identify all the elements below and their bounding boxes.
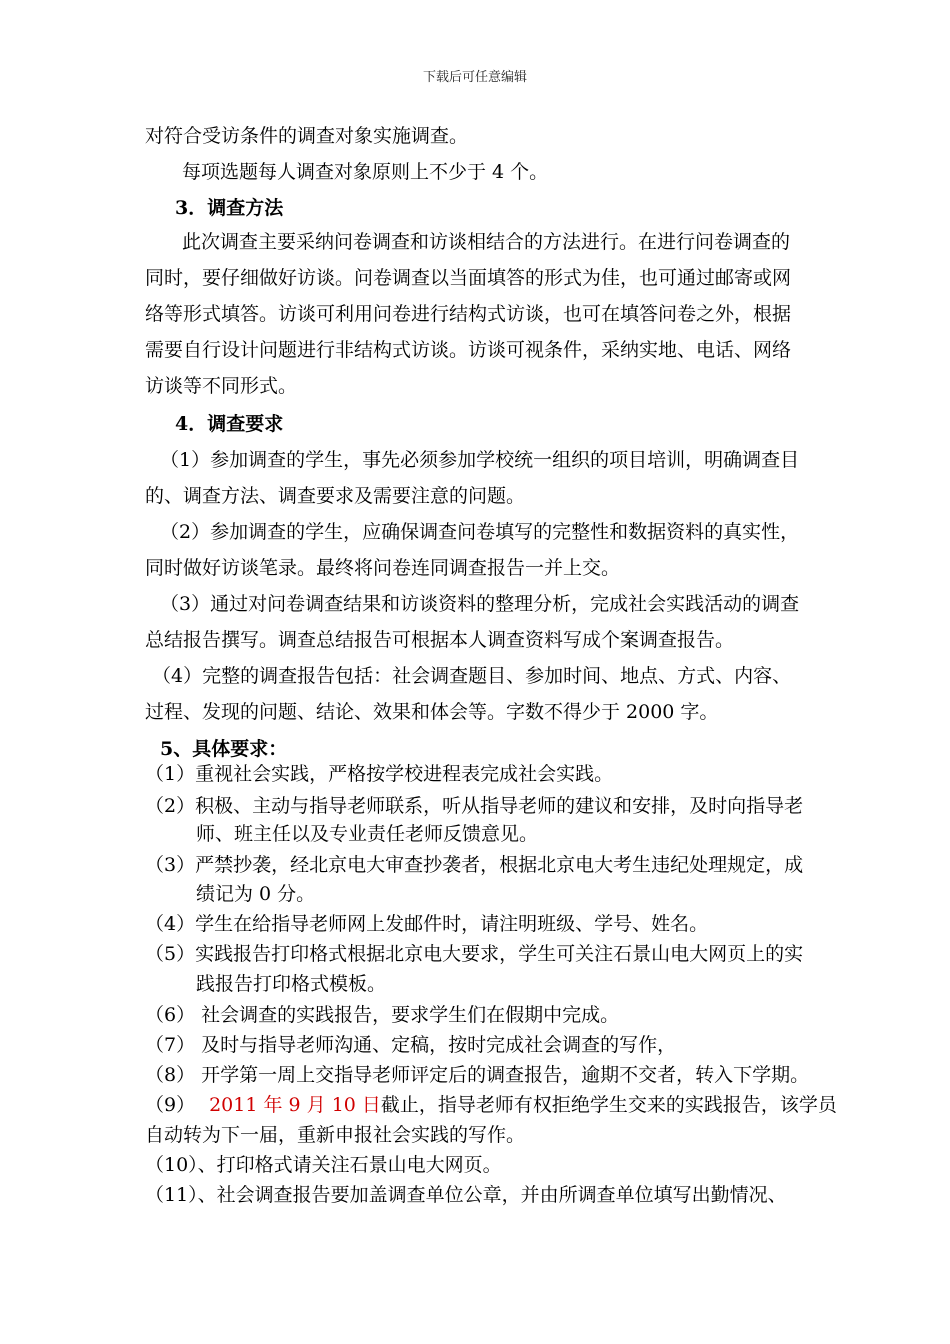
- page-header: 下载后可任意编辑: [422, 70, 527, 85]
- list-item: （8） 开学第一周上交指导老师评定后的调查报告，逾期不交者，转入下学期。: [145, 1064, 810, 1086]
- body-line: 过程、发现的问题、结论、效果和体会等。字数不得少于 2000 字。: [145, 701, 719, 723]
- section-heading-3: 3．调查方法: [175, 197, 284, 219]
- list-text: 截止，指导老师有权拒绝学生交来的实践报告，该学员: [380, 1094, 837, 1116]
- list-item: （3）严禁抄袭，经北京电大审查抄袭者，根据北京电大考生违纪处理规定，成: [145, 854, 804, 876]
- section-heading-5: 5、具体要求：: [160, 738, 288, 760]
- body-line: 访谈等不同形式。: [145, 375, 298, 397]
- list-number: （9）: [145, 1094, 196, 1116]
- list-item-continuation: 师、班主任以及专业责任老师反馈意见。: [196, 823, 539, 845]
- list-item-continuation: 践报告打印格式模板。: [196, 973, 387, 995]
- body-line: 对符合受访条件的调查对象实施调查。: [145, 125, 469, 147]
- list-item: （11）、社会调查报告要加盖调查单位公章，并由所调查单位填写出勤情况、: [145, 1184, 787, 1206]
- body-line: 每项选题每人调查对象原则上不少于 4 个。: [182, 161, 549, 183]
- body-line: （3）通过对问卷调查结果和访谈资料的整理分析，完成社会实践活动的调查: [160, 593, 800, 615]
- body-line: （1）参加调查的学生，事先必须参加学校统一组织的项目培训，明确调查目: [160, 449, 800, 471]
- body-line: 的、调查方法、调查要求及需要注意的问题。: [145, 485, 526, 507]
- list-item-continuation: 绩记为 0 分。: [196, 883, 316, 905]
- body-line: 总结报告撰写。调查总结报告可根据本人调查资料写成个案调查报告。: [145, 629, 735, 651]
- section-heading-4: 4．调查要求: [175, 413, 284, 435]
- list-item: （1）重视社会实践，严格按学校进程表完成社会实践。: [145, 763, 614, 785]
- body-line: 此次调查主要采纳问卷调查和访谈相结合的方法进行。在进行问卷调查的: [182, 231, 791, 253]
- list-item: （10）、打印格式请关注石景山电大网页。: [145, 1154, 502, 1176]
- list-item: （5）实践报告打印格式根据北京电大要求，学生可关注石景山电大网页上的实: [145, 943, 804, 965]
- body-line: （4）完整的调查报告包括：社会调查题目、参加时间、地点、方式、内容、: [152, 665, 792, 687]
- body-line: 同时做好访谈笔录。最终将问卷连同调查报告一并上交。: [145, 557, 621, 579]
- list-item: （7） 及时与指导老师沟通、定稿，按时完成社会调查的写作，: [145, 1034, 677, 1056]
- body-line: 需要自行设计问题进行非结构式访谈。访谈可视条件，采纳实地、电话、网络: [145, 339, 792, 361]
- body-line: 同时，要仔细做好访谈。问卷调查以当面填答的形式为佳，也可通过邮寄或网: [145, 267, 792, 289]
- list-item: （4）学生在给指导老师网上发邮件时，请注明班级、学号、姓名。: [145, 913, 709, 935]
- body-line: （2）参加调查的学生，应确保调查问卷填写的完整性和数据资料的真实性，: [160, 521, 800, 543]
- list-item-continuation: 自动转为下一届，重新申报社会实践的写作。: [145, 1124, 526, 1146]
- list-item: [145, 1093, 837, 1117]
- body-line: 络等形式填答。访谈可利用问卷进行结构式访谈，也可在填答问卷之外，根据: [145, 303, 792, 325]
- list-item: （2）积极、主动与指导老师联系，听从指导老师的建议和安排，及时向指导老: [145, 795, 804, 817]
- deadline-date: 2011 年 9 月 10 日: [209, 1094, 381, 1116]
- list-item: （6） 社会调查的实践报告，要求学生们在假期中完成。: [145, 1004, 620, 1026]
